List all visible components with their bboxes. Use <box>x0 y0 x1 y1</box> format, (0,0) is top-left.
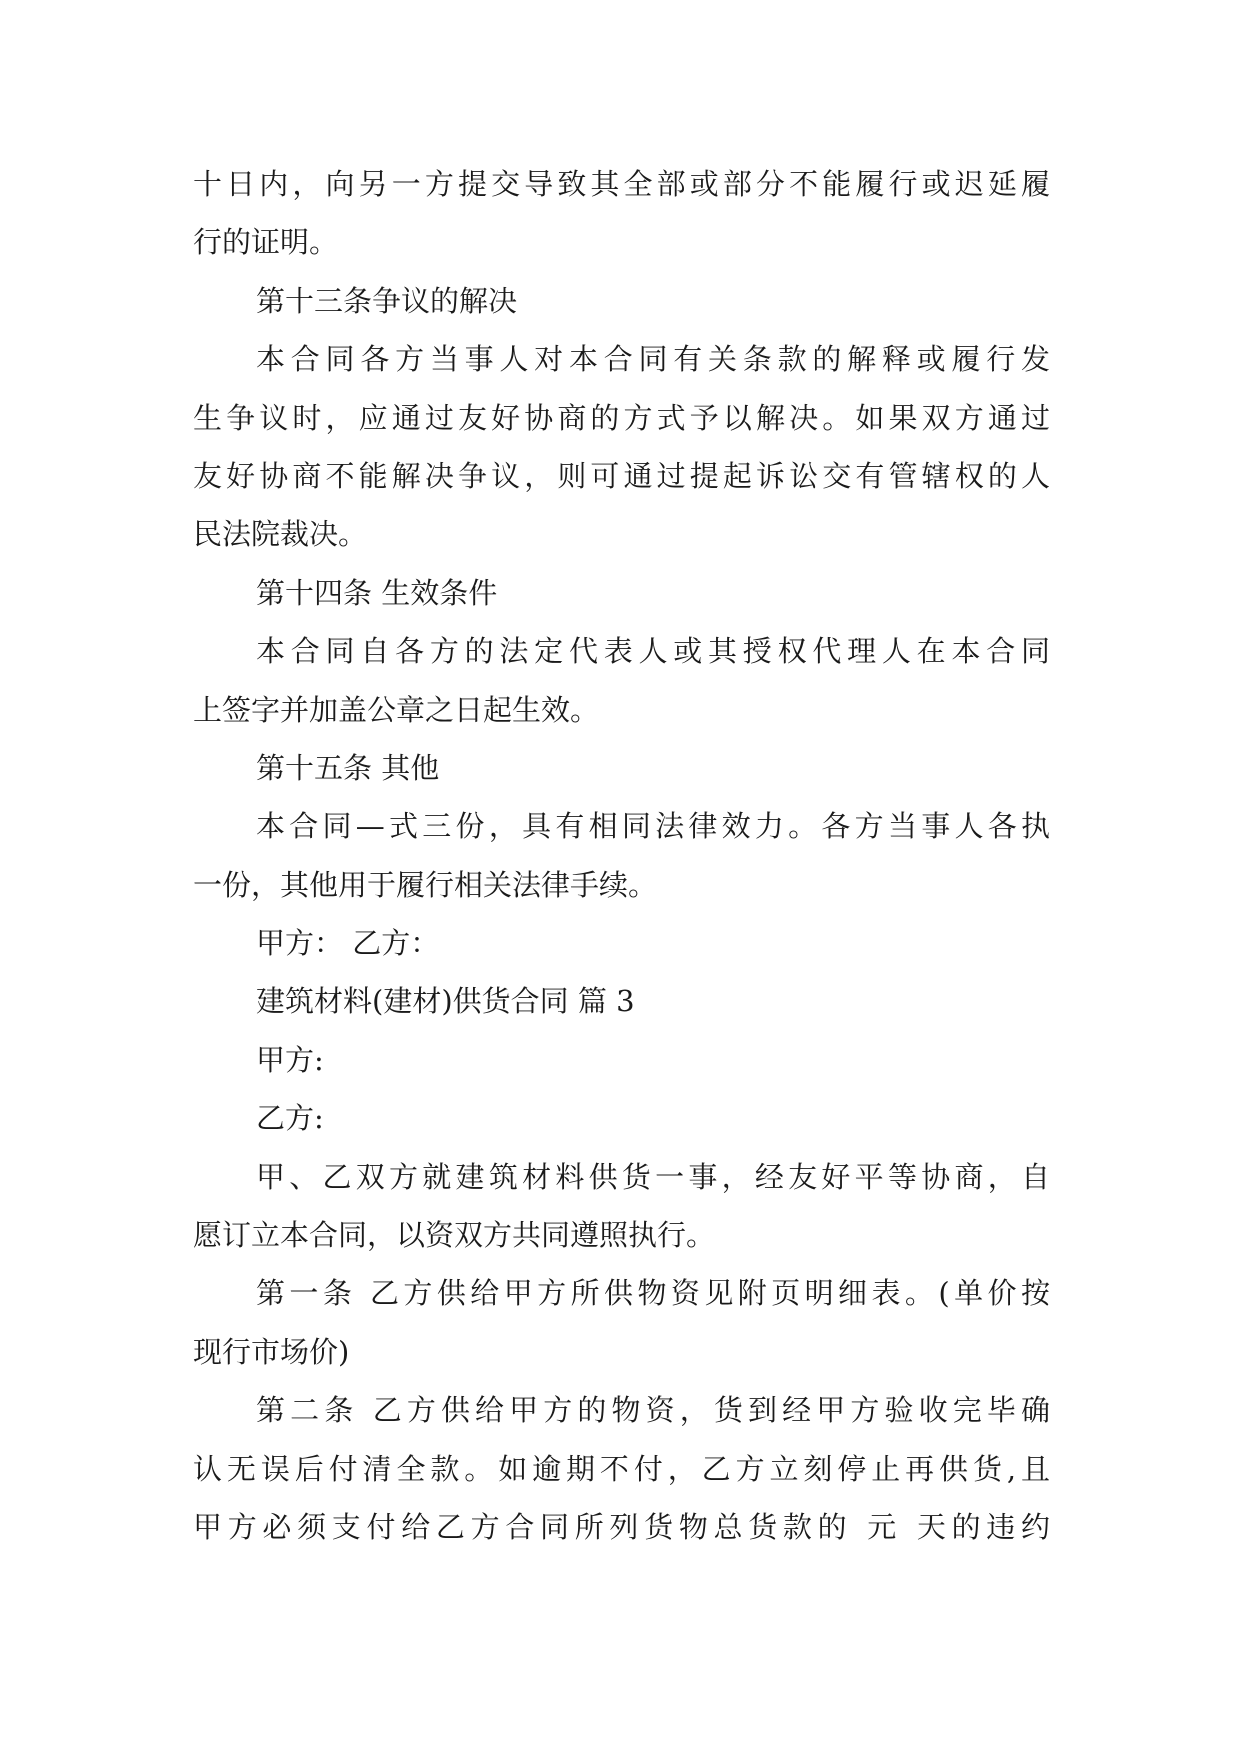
article-heading: 第十四条 生效条件 <box>256 575 498 610</box>
paragraph-line: 现行市场价) <box>193 1334 350 1369</box>
paragraph-line: 第二条 乙方供给甲方的物资，货到经甲方验收完毕确 <box>256 1393 1050 1428</box>
paragraph-line: 上签字并加盖公章之日起生效。 <box>193 692 600 727</box>
paragraph-line: 一份，其他用于履行相关法律手续。 <box>193 867 658 902</box>
paragraph-line: 本合同各方当事人对本合同有关条款的解释或履行发 <box>256 342 1050 377</box>
signature-line: 甲方： 乙方： <box>256 926 440 961</box>
paragraph-line: 甲方必须支付给乙方合同所列货物总货款的 元 天的违约 <box>193 1509 1050 1544</box>
party-b-label: 乙方: <box>256 1101 324 1136</box>
paragraph-line: 生争议时，应通过友好协商的方式予以解决。如果双方通过 <box>193 400 1050 435</box>
paragraph-line: 愿订立本合同，以资双方共同遵照执行。 <box>193 1218 716 1253</box>
contract-title: 建筑材料(建材)供货合同 篇 3 <box>256 984 635 1019</box>
paragraph-line: 第一条 乙方供给甲方所供物资见附页明细表。(单价按 <box>256 1276 1050 1311</box>
article-heading: 第十五条 其他 <box>256 750 440 785</box>
paragraph-line: 友好协商不能解决争议，则可通过提起诉讼交有管辖权的人 <box>193 458 1050 493</box>
paragraph-line: 认无误后付清全款。如逾期不付，乙方立刻停止再供货,且 <box>193 1451 1050 1486</box>
article-heading: 第十三条争议的解决 <box>256 283 518 318</box>
paragraph-line: 十日内，向另一方提交导致其全部或部分不能履行或迟延履 <box>193 167 1050 201</box>
paragraph-line: 民法院裁决。 <box>193 517 368 552</box>
document-body <box>193 155 1050 1556</box>
paragraph-line: 行的证明。 <box>193 225 339 260</box>
paragraph-line: 甲、乙双方就建筑材料供货一事，经友好平等协商，自 <box>256 1159 1050 1194</box>
paragraph-line: 本合同—式三份，具有相同法律效力。各方当事人各执 <box>256 809 1050 844</box>
paragraph-line: 本合同自各方的法定代表人或其授权代理人在本合同 <box>256 634 1050 669</box>
party-a-label: 甲方: <box>256 1042 324 1077</box>
